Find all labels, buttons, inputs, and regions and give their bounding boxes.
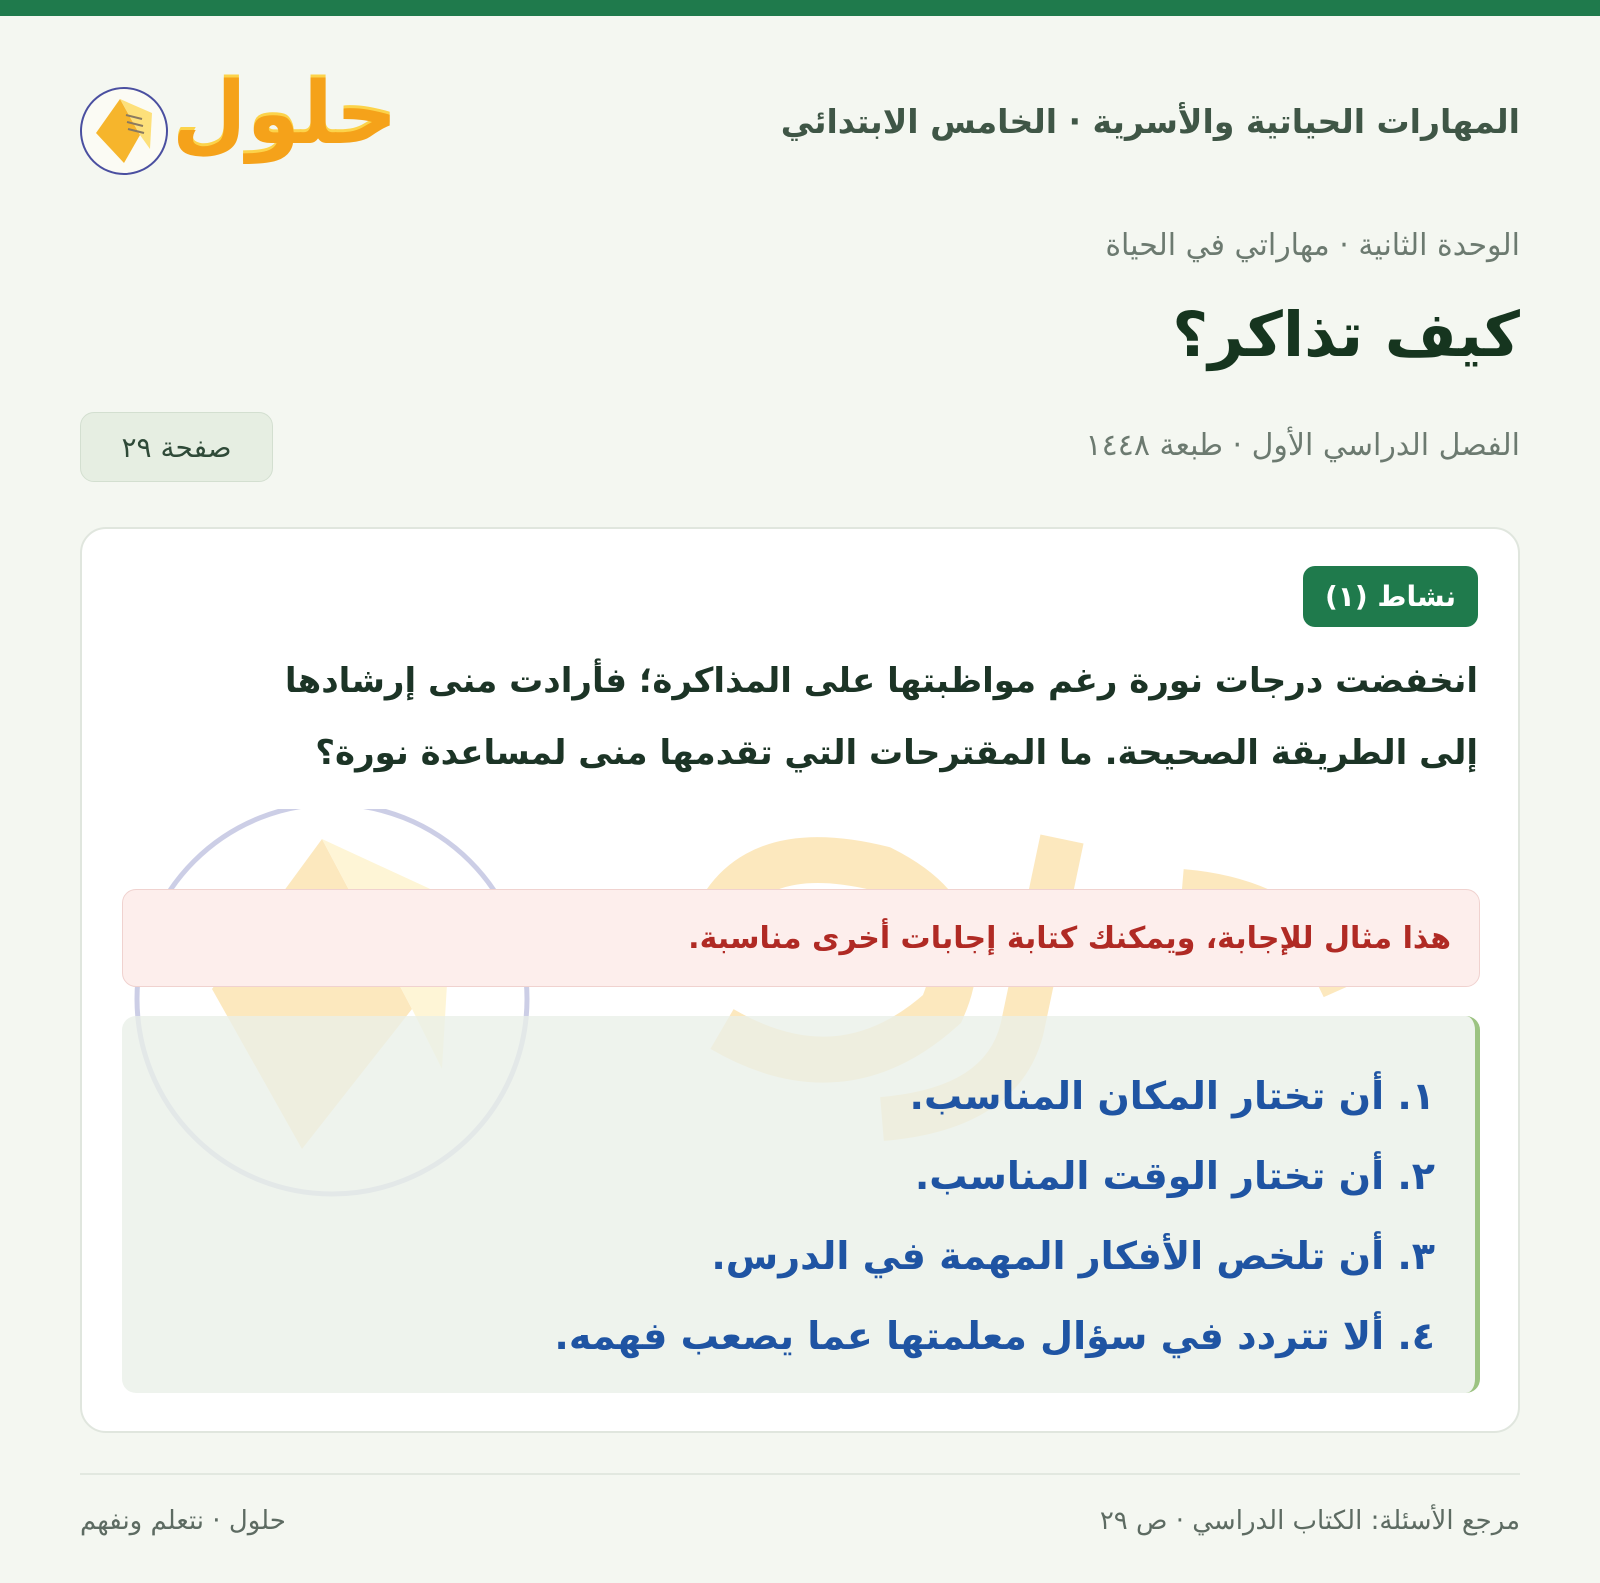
unit-breadcrumb: الوحدة الثانية · مهاراتي في الحياة — [1105, 228, 1520, 263]
footer-brand: حلول · نتعلم ونفهم — [80, 1506, 286, 1536]
footer-divider — [80, 1473, 1520, 1475]
answer-box — [122, 1016, 1480, 1393]
question-text: انخفضت درجات نورة رغم مواظبتها على المذاكرة؛ فأرادت منى إرشادها إلى الطريقة الصحيحة. ما المقترحات التي تقدمها منى لمساعدة نورة؟ — [284, 661, 1478, 773]
answer-item: ١. أن تختار المكان المناسب. — [909, 1074, 1435, 1118]
answer-note-box — [122, 889, 1480, 987]
activity-card — [80, 527, 1520, 1433]
answer-note-text: هذا مثال للإجابة، ويمكنك كتابة إجابات أخرى مناسبة. — [688, 920, 1451, 956]
footer-reference: مرجع الأسئلة: الكتاب الدراسي · ص ٢٩ — [1099, 1506, 1520, 1536]
answer-item: ٢. أن تختار الوقت المناسب. — [914, 1154, 1435, 1198]
top-accent-bar — [0, 0, 1600, 16]
site-header — [80, 64, 1520, 180]
book-emblem-icon — [80, 87, 168, 175]
site-logo[interactable] — [80, 64, 398, 180]
logo-wordmark: حلول — [172, 64, 398, 164]
page-number-badge: صفحة ٢٩ — [80, 412, 273, 482]
edition-info: الفصل الدراسي الأول · طبعة ١٤٤٨ — [1085, 428, 1520, 463]
answer-item: ٣. أن تلخص الأفكار المهمة في الدرس. — [711, 1234, 1435, 1278]
answer-list — [554, 1056, 1435, 1376]
lesson-title: كيف تذاكر؟ — [1172, 298, 1520, 371]
subject-title: المهارات الحياتية والأسرية · الخامس الابتدائي — [780, 102, 1520, 141]
answer-item: ٤. ألا تتردد في سؤال معلمتها عما يصعب فهمه. — [554, 1314, 1435, 1358]
activity-badge: نشاط (١) — [1303, 566, 1478, 627]
